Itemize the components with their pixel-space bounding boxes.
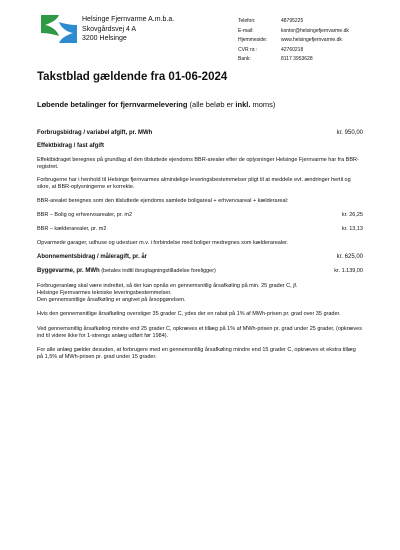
contact-value: 48795225	[281, 18, 304, 24]
bbr-bolig-row	[37, 212, 363, 219]
contact-row-phone	[238, 17, 349, 27]
contact-label: CVR nr.:	[238, 46, 257, 53]
contact-row-website	[238, 36, 349, 46]
byggevarme-row	[37, 268, 363, 275]
byggevarme-label-rest: (betales indtil ibrugtagningstilladelse foreligger)	[99, 268, 216, 275]
byggevarme-label-bold: Byggevarme, pr. MWh	[37, 268, 100, 275]
contact-value: 42760218	[281, 46, 304, 53]
notes-paragraph-2: Hvis den gennemsnitlige årsafkøling overstiger 35 grader C, ydes der en rabat på 1% af MWh-prisen pr. grad over 35 grader.	[37, 311, 341, 318]
contact-value: kontor@helsingefjernvarme.dk	[281, 27, 349, 34]
effektbidrag-paragraph-3: BBR-arealet beregnes som den tilsluttede ejendoms samlede boligareal + erhvervsareal + kælderareal:	[37, 197, 289, 204]
bbr-kaelder-value: kr. 13,13	[341, 225, 363, 232]
notes-paragraph-1-line-2: Helsinge Fjernvarmes tekniske leveringsbestemmelser.	[37, 290, 172, 297]
subtitle-main: Løbende betalinger for fjernvarmelevering	[37, 100, 188, 109]
effektbidrag-paragraph-2: Forbrugerne har i henhold til Helsinge fjernvarmes almindelige leveringsbestemmelser pligt til at meddele evt. ændringer hertil og sikre, at BBR-oplysningerne er korrekte.	[37, 177, 351, 191]
bbr-kaelder-row	[37, 226, 363, 233]
company-city: 3200 Helsinge	[82, 35, 127, 42]
company-name: Helsinge Fjernvarme A.m.b.a.	[82, 16, 175, 23]
company-street: Skovgårdsvej 4 A	[82, 25, 137, 33]
forbrugsbidrag-row	[37, 130, 363, 137]
contact-label: Telefon:	[238, 18, 256, 24]
forbrugsbidrag-value: kr. 950,00	[336, 130, 363, 136]
forbrugsbidrag-label: Forbrugsbidrag / variabel afgift, pr. MWh	[37, 130, 153, 136]
contact-row-bank	[238, 55, 349, 65]
bbr-bolig-label: BBR – Bolig og erhvervsarealer, pr. m2	[37, 211, 133, 218]
contact-label: E-mail:	[238, 27, 254, 34]
byggevarme-label	[37, 268, 216, 275]
contact-value: 8117 3953628	[281, 56, 313, 63]
company-address	[82, 15, 174, 44]
abonnementsbidrag-value: kr. 625,00	[336, 253, 363, 260]
document-body	[37, 70, 363, 361]
company-logo-icon	[40, 14, 78, 44]
notes-paragraph-4: For alle anlæg gælder desuden, at forbrugere med en gennemsnitlig årsafkøling mindre end 15 grader C, opkræves et ekstra tillæg på 1,5% af MWh-prisen pr. grad under 15 grader.	[37, 346, 356, 360]
effektbidrag-paragraph-1: Effektbidraget beregnes på grundlag af den tilsluttede ejendoms BBR-arealer efter de oplysninger Helsinge Fjernvarme har fra BBR-registret.	[37, 157, 359, 171]
effektbidrag-heading: Effektbidrag / fast afgift	[37, 143, 105, 150]
byggevarme-value: kr. 1.139,00	[334, 268, 363, 275]
subtitle-paren-bold: inkl.	[235, 100, 251, 109]
effektbidrag-paragraph-4: Opvarmede garager, udhuse og udestuer m.v. i forbindelse med boliger medregnes som kælderarealer.	[37, 239, 289, 246]
notes-paragraph-1-line-3: Den gennemsnitlige årsafkøling er angivet på årsopgørelsen.	[37, 297, 186, 304]
section-subtitle	[37, 100, 363, 110]
subtitle-paren-pre: (alle beløb er	[187, 100, 236, 109]
contact-row-cvr	[238, 46, 349, 56]
contact-value: www.helsingefjernvarme.dk	[281, 37, 342, 44]
abonnementsbidrag-row	[37, 254, 363, 261]
contact-row-email	[238, 27, 349, 37]
subtitle-paren-post: moms)	[250, 100, 276, 109]
page-title: Takstblad gældende fra 01-06-2024	[37, 71, 228, 83]
contact-label: Bank:	[238, 56, 251, 63]
contact-details	[238, 17, 349, 65]
bbr-bolig-value: kr. 26,25	[341, 211, 363, 218]
notes-paragraph-3: Ved gennemsnitlig årsafkøling mindre end 25 grader C, opkræves et tillæg på 1% af MWh-prisen pr. grad under 25 grader, (opkræves ind til videre ikke for 1-strengs anlæg udført før 1984).	[37, 325, 362, 339]
notes-paragraph-1-line-1: Forbrugeranlæg skal være indrettet, så der kan opnås en gennemsnitlig årsafkøling på min. 25 grader C, jf.	[37, 283, 298, 290]
bbr-kaelder-label: BBR – kælderarealer, pr. m2	[37, 225, 107, 232]
contact-label: Hjemmeside:	[238, 37, 268, 44]
abonnementsbidrag-label: Abonnementsbidrag / måleragift, pr. år	[37, 253, 148, 260]
